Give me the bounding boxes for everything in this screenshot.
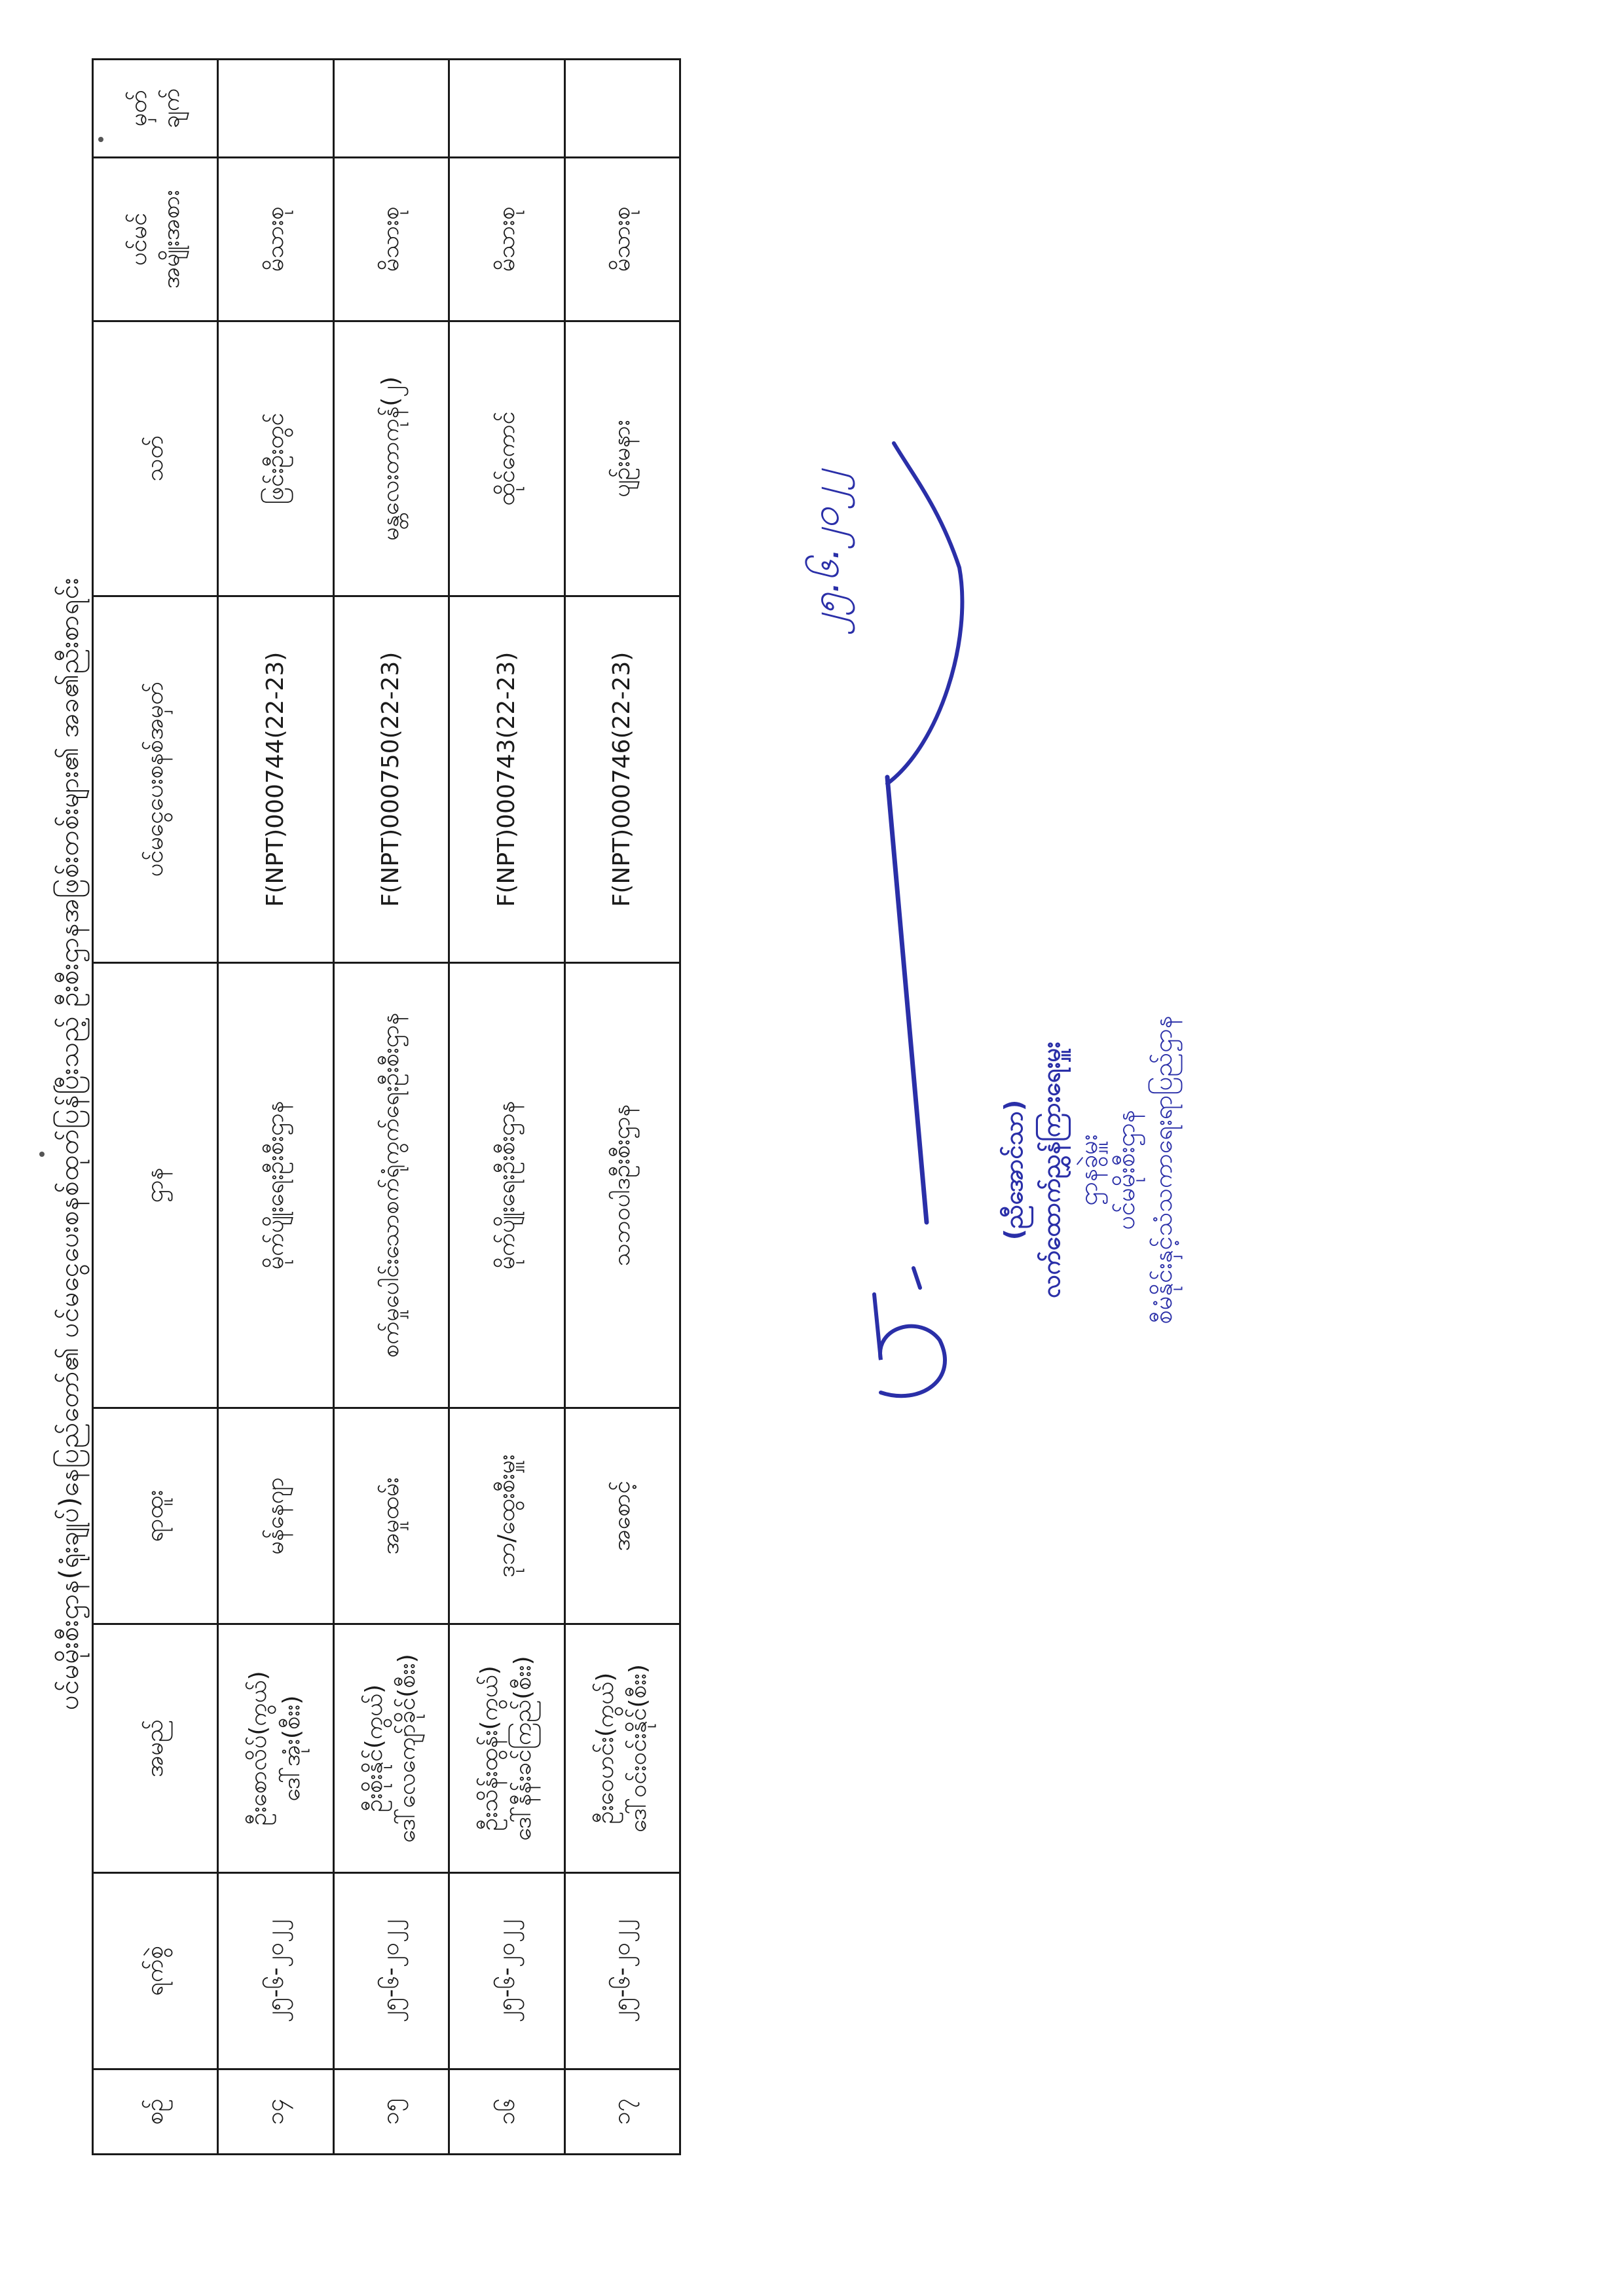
row-date: ၂၅-၆-၂၀၂၂ (449, 1873, 565, 2069)
official-endorsement (995, 810, 1182, 1530)
header-cell: ဌာန (93, 963, 218, 1408)
row-type: မိသားစု (564, 158, 680, 321)
handwritten-date: ၂၅.၆.၂၀၂၂ (803, 470, 847, 633)
speck-mark (39, 1152, 45, 1157)
row-rank: မန်နေဂျာ (218, 1408, 334, 1624)
table-row (333, 60, 449, 2155)
row-number: ၁၆ (449, 2069, 565, 2155)
row-code: F(NPT)000743(22-23) (449, 596, 565, 963)
row-code: F(NPT)000750(22-23) (333, 596, 449, 963)
row-remark (564, 60, 680, 158)
endorser-unit: ဌာနခွဲမှူး (1074, 1134, 1103, 1206)
row-department: သဘဝပါဒဦးစီးဌာန (564, 963, 680, 1408)
row-type: မိသားစု (218, 158, 334, 321)
row-date: ၂၅-၆-၂၀၂၂ (218, 1873, 334, 2069)
row-department: စက်မှုပေါင်းသောစက်ရုံကွက်ရေးဦးစီးဌာန (333, 963, 449, 1408)
page-title: ပင်မမိုးစီးဌာန(ရုံးချုပ်)နေပြည်တော်၏ ပင်မငွေပေးစနစ်ထုတ်ပြန်ပြီးသည့် ဦးစီးဌာနအဖြစ်းတစ်းများ၏ အခ၏ညီးစာရင်း (54, 577, 84, 1711)
header-cell: သတ် (93, 321, 218, 596)
header-cell: အမည် (93, 1624, 218, 1873)
row-rank: အမှုထမ်း (333, 1408, 449, 1624)
row-code: F(NPT)000744(22-23) (218, 596, 334, 963)
row-rank: အစောင့် (564, 1408, 680, 1624)
row-date: ၂၅-၆-၂၀၂၂ (564, 1873, 680, 2069)
header-cell: မှတ် ချက် (93, 60, 218, 158)
row-location: ထိုင်ကောင် (449, 321, 565, 596)
header-cell: စဉ် (93, 2069, 218, 2155)
row-number: ၁၅ (333, 2069, 449, 2155)
row-remark (449, 60, 565, 158)
endorser-ministry: စီမံနိုင်းနှင့်သံသကာရေးရာပြည်ဌာန (1149, 1015, 1177, 1324)
row-name: ဦးသိန်းထွန်း(ကွယ်) ဒေါ်နီန်းခင်ကြည်(စီးး) (449, 1624, 565, 1873)
endorser-name: (ညီအောင်သာ) (999, 1099, 1028, 1241)
row-department: မိုက်ပျိုးရေးဦးစီးဌာန (218, 963, 334, 1408)
table-row (564, 60, 680, 2155)
row-number: ၁၄ (218, 2069, 334, 2155)
speck-mark (98, 137, 103, 142)
row-name: ဦးစောလိပ်(ကွယ်) ဒေါ်အုံး(စီးး) (218, 1624, 334, 1873)
table-row (449, 60, 565, 2155)
handwritten-signature (724, 64, 999, 1438)
row-type: မိသားစု (449, 158, 565, 321)
table-row (218, 60, 334, 2155)
row-department: မိုက်ပျိုးရေးဦးစီးဌာန (449, 963, 565, 1408)
header-cell: ပင်မင် အမျိုးအစား (93, 158, 218, 321)
row-location: ဖြင်းဦးတွင် (218, 321, 334, 596)
header-cell: ပင်မငွေပေးစနစ်အမှတ် (93, 596, 218, 963)
header-cell: ရာထူး (93, 1408, 218, 1624)
row-type: မိသားစု (333, 158, 449, 321)
endorser-title: လက်ထောက်ညွှန်ကြားရေးမှူး (1037, 1042, 1065, 1298)
row-name: ဦးဝေဟင်း(ကွယ်) ဒေါ်ဝင်းဝင်းနိုင်(စီးး) (564, 1624, 680, 1873)
row-remark (333, 60, 449, 158)
register-table (92, 58, 681, 2155)
row-rank: ဒုဘ/ထွေးစီးမှူး (449, 1408, 565, 1624)
row-name: ဦးစိုးနိုင်(ကွယ်) ဒေါ်လေကျော်ခိုင်(စီးး) (333, 1624, 449, 1873)
header-cell: ရက်စွဲ (93, 1873, 218, 2069)
endorser-department: ပင်မမိုးစီးဌာန (1111, 1110, 1140, 1230)
row-code: F(NPT)000746(22-23) (564, 596, 680, 963)
row-number: ၁၇ (564, 2069, 680, 2155)
row-date: ၂၅-၆-၂၀၂၂ (333, 1873, 449, 2069)
row-location: မန္တလေးတာကုန်(၂) (333, 321, 449, 596)
row-location: ပျဉ်းမနား (564, 321, 680, 596)
table-header-row (93, 60, 218, 2155)
row-remark (218, 60, 334, 158)
